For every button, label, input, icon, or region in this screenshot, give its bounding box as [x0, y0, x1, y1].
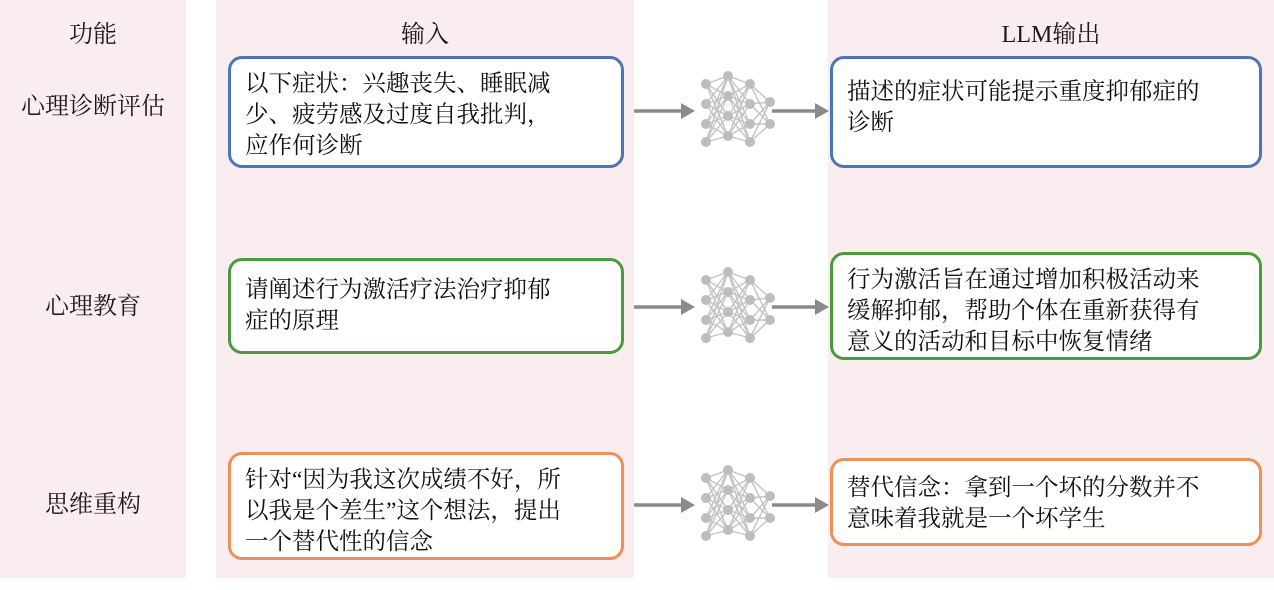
output-bubble-reframing: [830, 458, 1262, 546]
output-text-line: 意义的活动和目标中恢复情绪: [847, 329, 1153, 356]
output-text-line: 行为激活旨在通过增加积极活动来: [847, 267, 1200, 293]
input-text-line: 以我是个差生”这个想法，提出: [245, 498, 561, 525]
row-label-education: 心理教育: [45, 294, 141, 320]
input-text-line: 一个替代性的信念: [245, 529, 433, 556]
arrow-model-to-output: [772, 296, 830, 318]
output-text-line: 意味着我就是一个坏学生: [847, 506, 1106, 533]
output-bubble-diagnosis: [830, 56, 1262, 168]
output-text-line: 缓解抑郁，帮助个体在重新获得有: [847, 298, 1200, 325]
input-text-line: 少、疲劳感及过度自我批判，: [245, 102, 551, 129]
arrow-input-to-model: [634, 494, 696, 516]
column-header-output: LLM输出: [1001, 22, 1101, 48]
output-text-line: 诊断: [847, 110, 894, 137]
output-text-line: 描述的症状可能提示重度抑郁症的: [847, 79, 1200, 105]
input-text-line: 请阐述行为激活疗法治疗抑郁: [245, 277, 551, 303]
column-header-function: 功能: [69, 22, 117, 48]
output-text-line: 替代信念：拿到一个坏的分数并不: [847, 475, 1200, 501]
row-label-reframing: 思维重构: [45, 492, 141, 518]
input-bubble-diagnosis: [228, 56, 624, 168]
input-text-line: 应作何诊断: [245, 133, 363, 160]
input-bubble-education: [228, 258, 624, 354]
row-label-diagnosis: 心理诊断评估: [21, 94, 165, 120]
column-header-input: 输入: [401, 22, 449, 48]
neural-network-icon: [692, 258, 780, 354]
arrow-input-to-model: [634, 296, 696, 318]
arrow-input-to-model: [634, 100, 696, 122]
input-text-line: 症的原理: [245, 308, 339, 335]
arrow-model-to-output: [772, 100, 830, 122]
neural-network-icon: [692, 62, 780, 158]
arrow-model-to-output: [772, 494, 830, 516]
neural-network-icon: [692, 456, 780, 552]
input-bubble-reframing: [228, 452, 624, 560]
output-bubble-education: [830, 252, 1262, 360]
input-text-line: 以下症状：兴趣丧失、睡眠减: [245, 71, 551, 97]
input-text-line: 针对“因为我这次成绩不好，所: [245, 467, 561, 493]
